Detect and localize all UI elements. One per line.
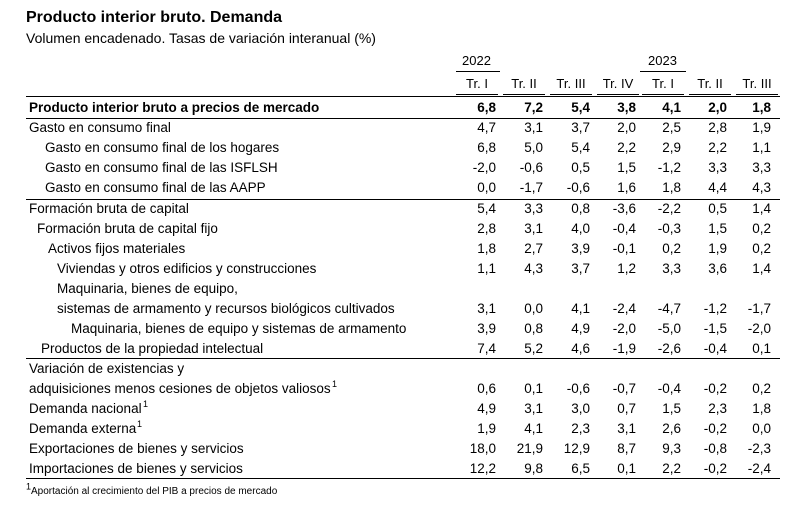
cell-value: 6,8 bbox=[477, 100, 496, 115]
cell-value: 0,0 bbox=[524, 301, 543, 316]
quarter-header: Tr. II bbox=[511, 76, 537, 91]
row-label: Gasto en consumo final bbox=[29, 120, 171, 135]
cell-value: -0,7 bbox=[612, 381, 636, 396]
cell-value: 4,3 bbox=[524, 261, 543, 276]
cell-value: 7,2 bbox=[524, 100, 543, 115]
table-row bbox=[0, 119, 797, 139]
cell-value: 0,8 bbox=[524, 321, 543, 336]
cell-value: 3,3 bbox=[752, 160, 771, 175]
table-row bbox=[0, 139, 797, 159]
cell-value: 4,6 bbox=[571, 341, 590, 356]
row-label: Gasto en consumo final de los hogares bbox=[45, 140, 280, 155]
cell-value: 1,1 bbox=[752, 140, 771, 155]
cell-value: -0,2 bbox=[703, 381, 727, 396]
table-row bbox=[0, 240, 797, 260]
cell-value: 4,1 bbox=[571, 301, 590, 316]
row-label: Formación bruta de capital bbox=[29, 201, 189, 216]
table-row bbox=[0, 280, 797, 300]
row-label: Importaciones de bienes y servicios bbox=[29, 461, 243, 476]
cell-value: -2,0 bbox=[747, 321, 771, 336]
table-row: Demanda nacional 1 4,9 3,1 3,0 0,7 1,5 2,3 1,8 bbox=[29, 399, 771, 416]
cell-value: 2,3 bbox=[571, 421, 590, 436]
cell-value: -0,2 bbox=[703, 421, 727, 436]
cell-value: 4,4 bbox=[708, 180, 727, 195]
cell-value: 3,9 bbox=[571, 241, 590, 256]
cell-value: 9,3 bbox=[662, 441, 681, 456]
cell-value: -2,4 bbox=[612, 301, 636, 316]
cell-value: 3,3 bbox=[708, 160, 727, 175]
cell-value: 0,0 bbox=[752, 421, 771, 436]
cell-value: 1,8 bbox=[477, 241, 496, 256]
header-divider bbox=[26, 96, 780, 97]
cell-value: 1,8 bbox=[752, 100, 771, 115]
cell-value: -2,4 bbox=[747, 461, 771, 476]
footnote-mark: 1 bbox=[26, 481, 32, 492]
cell-value: -1,2 bbox=[657, 160, 681, 175]
cell-value: 2,8 bbox=[477, 221, 496, 236]
row-label: Variación de existencias y bbox=[29, 361, 185, 376]
cell-value: 1,4 bbox=[752, 201, 771, 216]
cell-value: 4,9 bbox=[477, 401, 496, 416]
cell-value: 6,5 bbox=[571, 461, 590, 476]
cell-value: 1,2 bbox=[617, 261, 636, 276]
table-subtitle: Volumen encadenado. Tasas de variación interanual (%) bbox=[26, 30, 376, 46]
cell-value: 3,9 bbox=[477, 321, 496, 336]
cell-value: -0,6 bbox=[566, 180, 590, 195]
cell-value: 3,0 bbox=[571, 401, 590, 416]
cell-value: -1,9 bbox=[612, 341, 636, 356]
row-label: Producto interior bruto a precios de mercado bbox=[29, 100, 320, 115]
table-row bbox=[0, 320, 797, 340]
cell-value: 6,8 bbox=[477, 140, 496, 155]
cell-value: 3,7 bbox=[571, 261, 590, 276]
cell-value: 2,2 bbox=[617, 140, 636, 155]
year-header-2022: 2022 bbox=[462, 53, 491, 68]
cell-value: -1,7 bbox=[747, 301, 771, 316]
footnote bbox=[26, 481, 278, 497]
row-label: Demanda externa bbox=[29, 421, 137, 436]
cell-value: -1,2 bbox=[703, 301, 727, 316]
cell-value: -2,6 bbox=[657, 341, 681, 356]
year-underline-2023 bbox=[640, 71, 686, 72]
cell-value: -0,6 bbox=[566, 381, 590, 396]
quarter-underline bbox=[642, 94, 684, 95]
cell-value: 4,3 bbox=[752, 180, 771, 195]
cell-value: 0,2 bbox=[752, 381, 771, 396]
cell-value: -0,8 bbox=[703, 441, 727, 456]
cell-value: -2,0 bbox=[472, 160, 496, 175]
cell-value: 5,2 bbox=[524, 341, 543, 356]
row-label: adquisiciones menos cesiones de objetos valiosos bbox=[29, 381, 331, 396]
cell-value: 0,2 bbox=[752, 241, 771, 256]
cell-value: 3,8 bbox=[617, 100, 636, 115]
cell-value: 1,8 bbox=[662, 180, 681, 195]
cell-value: 8,7 bbox=[617, 441, 636, 456]
cell-value: 1,4 bbox=[752, 261, 771, 276]
table-row bbox=[0, 340, 797, 360]
cell-value: 0,8 bbox=[571, 201, 590, 216]
cell-value: 0,7 bbox=[617, 401, 636, 416]
quarter-underline bbox=[689, 94, 731, 95]
cell-value: 2,3 bbox=[708, 401, 727, 416]
cell-value: -3,6 bbox=[612, 201, 636, 216]
cell-value: 1,9 bbox=[708, 241, 727, 256]
table-row bbox=[0, 99, 797, 119]
quarter-header: Tr. I bbox=[652, 76, 674, 91]
cell-value: 3,1 bbox=[617, 421, 636, 436]
cell-value: 5,4 bbox=[571, 100, 590, 115]
cell-value: -0,4 bbox=[703, 341, 727, 356]
row-label: Productos de la propiedad intelectual bbox=[41, 341, 264, 356]
cell-value: -2,2 bbox=[657, 201, 681, 216]
cell-value: 5,4 bbox=[571, 140, 590, 155]
cell-value: 2,8 bbox=[708, 120, 727, 135]
table-row: adquisiciones menos cesiones de objetos valiosos 1 0,6 0,1 -0,6 -0,7 -0,4 -0,2 0,2 bbox=[29, 379, 771, 396]
table-row bbox=[0, 179, 797, 199]
cell-value: 2,7 bbox=[524, 241, 543, 256]
cell-value: 1,9 bbox=[477, 421, 496, 436]
cell-value: 1,5 bbox=[662, 401, 681, 416]
cell-value: -0,2 bbox=[703, 461, 727, 476]
cell-value: 12,2 bbox=[469, 461, 496, 476]
table-row bbox=[0, 260, 797, 280]
quarter-underline bbox=[503, 94, 545, 95]
cell-value: 3,3 bbox=[524, 201, 543, 216]
row-label: Maquinaria, bienes de equipo y sistemas de armamento bbox=[71, 321, 407, 336]
cell-value: 1,5 bbox=[708, 221, 727, 236]
quarter-header: Tr. III bbox=[742, 76, 772, 91]
table-title: Producto interior bruto. Demanda bbox=[26, 9, 283, 26]
cell-value: 0,2 bbox=[662, 241, 681, 256]
cell-value: 21,9 bbox=[516, 441, 543, 456]
cell-value: 2,5 bbox=[662, 120, 681, 135]
cell-value: 2,2 bbox=[662, 461, 681, 476]
cell-value: 3,3 bbox=[662, 261, 681, 276]
cell-value: 0,1 bbox=[524, 381, 543, 396]
year-header-2023: 2023 bbox=[648, 53, 677, 68]
cell-value: 0,6 bbox=[477, 381, 496, 396]
cell-value: 12,9 bbox=[563, 441, 590, 456]
row-label: sistemas de armamento y recursos biológicos cultivados bbox=[57, 301, 395, 316]
cell-value: 3,7 bbox=[571, 120, 590, 135]
cell-value: 9,8 bbox=[524, 461, 543, 476]
quarter-underline bbox=[550, 94, 592, 95]
cell-value: 0,5 bbox=[708, 201, 727, 216]
quarter-header: Tr. III bbox=[556, 76, 586, 91]
cell-value: 7,4 bbox=[477, 341, 496, 356]
cell-value: 5,4 bbox=[477, 201, 496, 216]
cell-value: 1,5 bbox=[617, 160, 636, 175]
table-row bbox=[0, 460, 797, 480]
row-label: Gasto en consumo final de las ISFLSH bbox=[45, 160, 278, 175]
cell-value: 2,0 bbox=[708, 100, 727, 115]
table-row bbox=[0, 440, 797, 460]
row-label: Exportaciones de bienes y servicios bbox=[29, 441, 244, 456]
quarter-header: Tr. I bbox=[466, 76, 488, 91]
cell-value: 1,9 bbox=[752, 120, 771, 135]
year-underline-2022 bbox=[456, 71, 500, 72]
cell-value: 4,1 bbox=[662, 100, 681, 115]
cell-value: 2,2 bbox=[708, 140, 727, 155]
cell-value: -1,7 bbox=[519, 180, 543, 195]
cell-value: -0,6 bbox=[519, 160, 543, 175]
cell-value: 4,0 bbox=[571, 221, 590, 236]
cell-value: 0,1 bbox=[617, 461, 636, 476]
cell-value: 4,9 bbox=[571, 321, 590, 336]
table-row bbox=[0, 300, 797, 320]
cell-value: 0,1 bbox=[752, 341, 771, 356]
cell-value: -2,0 bbox=[612, 321, 636, 336]
footnote-text: Aportación al crecimiento del PIB a precios de mercado bbox=[31, 486, 278, 497]
cell-value: -0,3 bbox=[657, 221, 681, 236]
table-row: Demanda externa 1 1,9 4,1 2,3 3,1 2,6 -0,2 0,0 bbox=[29, 419, 771, 436]
cell-value: 2,6 bbox=[662, 421, 681, 436]
row-label: Demanda nacional bbox=[29, 401, 142, 416]
cell-value: 5,0 bbox=[524, 140, 543, 155]
cell-value: 3,6 bbox=[708, 261, 727, 276]
cell-value: -2,3 bbox=[747, 441, 771, 456]
cell-value: 0,0 bbox=[477, 180, 496, 195]
row-label: Formación bruta de capital fijo bbox=[37, 221, 218, 236]
quarter-underline bbox=[456, 94, 498, 95]
cell-value: 3,1 bbox=[477, 301, 496, 316]
cell-value: -5,0 bbox=[657, 321, 681, 336]
cell-value: -1,5 bbox=[703, 321, 727, 336]
cell-value: -0,4 bbox=[612, 221, 636, 236]
row-label: Viviendas y otros edificios y construcciones bbox=[57, 261, 317, 276]
cell-value: 3,1 bbox=[524, 120, 543, 135]
cell-value: 4,7 bbox=[477, 120, 496, 135]
quarter-header: Tr. II bbox=[697, 76, 723, 91]
cell-value: 2,9 bbox=[662, 140, 681, 155]
cell-value: 0,5 bbox=[571, 160, 590, 175]
cell-value: -0,1 bbox=[612, 241, 636, 256]
cell-value: 3,1 bbox=[524, 401, 543, 416]
table-row bbox=[0, 360, 797, 380]
table-row bbox=[0, 159, 797, 179]
cell-value: 2,0 bbox=[617, 120, 636, 135]
row-label: Activos fijos materiales bbox=[48, 241, 186, 256]
table-row bbox=[0, 200, 797, 220]
table-row bbox=[0, 220, 797, 240]
quarter-underline bbox=[736, 94, 778, 95]
row-label: Maquinaria, bienes de equipo, bbox=[57, 281, 238, 296]
cell-value: 18,0 bbox=[469, 441, 496, 456]
row-label: Gasto en consumo final de las AAPP bbox=[45, 180, 266, 195]
quarter-underline bbox=[597, 94, 639, 95]
quarter-header: Tr. IV bbox=[602, 76, 634, 91]
cell-value: 1,1 bbox=[477, 261, 496, 276]
cell-value: -4,7 bbox=[657, 301, 681, 316]
cell-value: 1,6 bbox=[617, 180, 636, 195]
cell-value: 4,1 bbox=[524, 421, 543, 436]
cell-value: -0,4 bbox=[657, 381, 681, 396]
cell-value: 0,2 bbox=[752, 221, 771, 236]
cell-value: 1,8 bbox=[752, 401, 771, 416]
cell-value: 3,1 bbox=[524, 221, 543, 236]
